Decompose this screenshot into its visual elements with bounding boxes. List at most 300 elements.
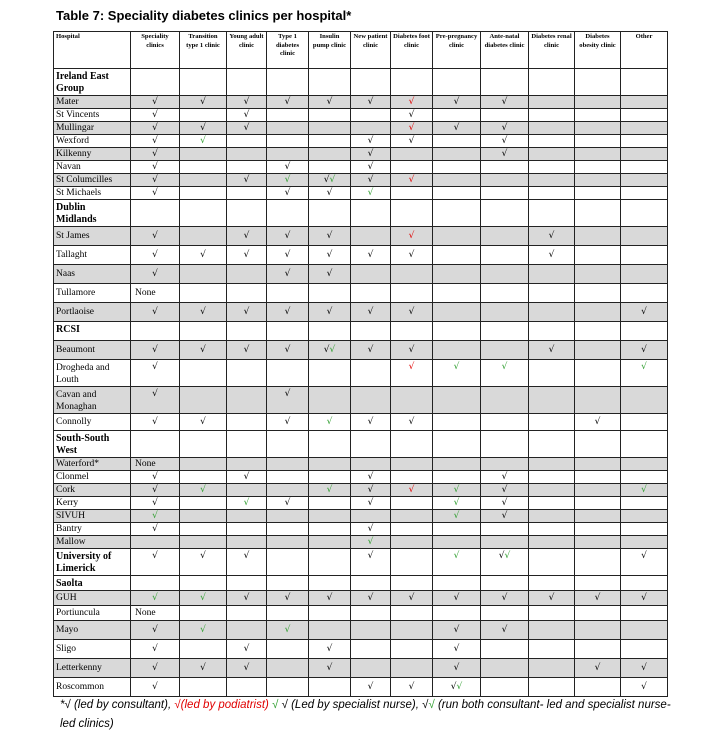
consultant-check-icon: √ — [227, 591, 267, 606]
empty-cell — [180, 69, 227, 96]
nurse-check-icon: √ — [433, 497, 481, 510]
empty-cell — [391, 148, 433, 161]
empty-cell — [481, 659, 529, 678]
consultant-check-icon: √ — [180, 96, 227, 109]
consultant-check-icon: √ — [267, 265, 309, 284]
consultant-check-icon: √ — [351, 161, 391, 174]
empty-cell — [575, 187, 621, 200]
legend-nurse-mark: √ — [272, 699, 279, 711]
hospital-name: Cork — [54, 484, 131, 497]
empty-cell — [227, 187, 267, 200]
table-row — [54, 621, 668, 640]
empty-cell — [227, 576, 267, 591]
column-header: Diabetes obesity clinic — [575, 32, 621, 69]
consultant-check-icon: √ — [351, 414, 391, 431]
hospital-name: Drogheda and Louth — [54, 360, 131, 387]
empty-cell — [529, 484, 575, 497]
empty-cell — [621, 431, 668, 458]
empty-cell — [621, 458, 668, 471]
table-row — [54, 659, 668, 678]
table-row — [54, 109, 668, 122]
empty-cell — [180, 360, 227, 387]
consultant-check-icon: √ — [267, 387, 309, 414]
consultant-check-icon: √ — [267, 246, 309, 265]
empty-cell — [180, 606, 227, 621]
consultant-check-icon: √ — [267, 591, 309, 606]
empty-cell — [267, 322, 309, 341]
consultant-check-icon: √ — [481, 497, 529, 510]
empty-cell — [309, 122, 351, 135]
empty-cell — [227, 536, 267, 549]
consultant-check-icon: √ — [180, 303, 227, 322]
podiatrist-check-icon: √ — [391, 227, 433, 246]
both-check-icon — [309, 341, 351, 360]
empty-cell — [575, 549, 621, 576]
empty-cell — [621, 148, 668, 161]
group-row — [54, 549, 668, 576]
empty-cell — [575, 246, 621, 265]
empty-cell — [267, 69, 309, 96]
hospital-name: SIVUH — [54, 510, 131, 523]
consultant-check-icon: √ — [309, 246, 351, 265]
consultant-check-icon: √ — [131, 96, 180, 109]
consultant-check-icon: √ — [267, 414, 309, 431]
empty-cell — [309, 200, 351, 227]
empty-cell — [529, 458, 575, 471]
table-row — [54, 360, 668, 387]
empty-cell — [391, 387, 433, 414]
table-row — [54, 458, 668, 471]
nurse-check-icon: √ — [309, 484, 351, 497]
table-row — [54, 122, 668, 135]
hospital-name: St Michaels — [54, 187, 131, 200]
column-header: Other — [621, 32, 668, 69]
consultant-check-icon: √ — [575, 591, 621, 606]
nurse-check-icon: √ — [267, 174, 309, 187]
hospital-name: St James — [54, 227, 131, 246]
empty-cell — [575, 341, 621, 360]
empty-cell — [433, 341, 481, 360]
empty-cell — [529, 161, 575, 174]
empty-cell — [391, 659, 433, 678]
consultant-check-icon: √ — [309, 227, 351, 246]
nurse-check-icon: √ — [329, 345, 336, 355]
empty-cell — [575, 265, 621, 284]
consultant-check-icon: √ — [351, 148, 391, 161]
empty-cell — [351, 322, 391, 341]
empty-cell — [433, 148, 481, 161]
consultant-check-icon: √ — [227, 96, 267, 109]
table-body — [54, 69, 668, 697]
consultant-check-icon: √ — [433, 659, 481, 678]
empty-cell — [481, 322, 529, 341]
empty-cell — [529, 431, 575, 458]
hospital-name: Tallaght — [54, 246, 131, 265]
consultant-check-icon: √ — [131, 148, 180, 161]
empty-cell — [131, 69, 180, 96]
empty-cell — [575, 174, 621, 187]
empty-cell — [621, 640, 668, 659]
nurse-check-icon: √ — [433, 510, 481, 523]
empty-cell — [433, 387, 481, 414]
empty-cell — [180, 161, 227, 174]
empty-cell — [575, 360, 621, 387]
consultant-check-icon: √ — [180, 549, 227, 576]
empty-cell — [267, 576, 309, 591]
group-name: South-South West — [54, 431, 131, 458]
empty-cell — [391, 471, 433, 484]
hospital-name: Wexford — [54, 135, 131, 148]
hospital-name: Mater — [54, 96, 131, 109]
empty-cell — [481, 187, 529, 200]
empty-cell — [180, 576, 227, 591]
empty-cell — [481, 678, 529, 697]
empty-cell — [351, 659, 391, 678]
empty-cell — [391, 69, 433, 96]
empty-cell — [227, 621, 267, 640]
empty-cell — [351, 621, 391, 640]
column-header: Young adult clinic — [227, 32, 267, 69]
clinics-table — [53, 31, 668, 697]
empty-cell — [433, 536, 481, 549]
empty-cell — [575, 227, 621, 246]
consultant-check-icon: √ — [323, 345, 330, 355]
consultant-check-icon: √ — [131, 484, 180, 497]
empty-cell — [391, 284, 433, 303]
table-row — [54, 246, 668, 265]
table-row — [54, 678, 668, 697]
consultant-check-icon: √ — [227, 549, 267, 576]
consultant-check-icon: √ — [227, 303, 267, 322]
hospital-name: Beaumont — [54, 341, 131, 360]
empty-cell — [267, 458, 309, 471]
empty-cell — [481, 576, 529, 591]
empty-cell — [481, 341, 529, 360]
podiatrist-check-icon: √ — [391, 360, 433, 387]
empty-cell — [180, 109, 227, 122]
empty-cell — [227, 360, 267, 387]
empty-cell — [575, 576, 621, 591]
empty-cell — [227, 484, 267, 497]
consultant-check-icon: √ — [351, 549, 391, 576]
nurse-check-icon: √ — [504, 551, 511, 561]
empty-cell — [575, 621, 621, 640]
consultant-check-icon: √ — [391, 303, 433, 322]
empty-cell — [227, 322, 267, 341]
consultant-check-icon: √ — [391, 109, 433, 122]
empty-cell — [529, 265, 575, 284]
empty-cell — [391, 200, 433, 227]
consultant-check-icon: √ — [309, 659, 351, 678]
empty-cell — [180, 174, 227, 187]
empty-cell — [433, 69, 481, 96]
consultant-check-icon: √ — [481, 148, 529, 161]
consultant-check-icon: √ — [391, 591, 433, 606]
empty-cell — [267, 109, 309, 122]
empty-cell — [309, 109, 351, 122]
consultant-check-icon: √ — [481, 96, 529, 109]
empty-cell — [529, 122, 575, 135]
empty-cell — [309, 431, 351, 458]
empty-cell — [433, 322, 481, 341]
consultant-check-icon: √ — [267, 187, 309, 200]
table-row — [54, 265, 668, 284]
empty-cell — [575, 109, 621, 122]
table-row — [54, 640, 668, 659]
empty-cell — [391, 576, 433, 591]
empty-cell — [227, 458, 267, 471]
hospital-name: St Columcilles — [54, 174, 131, 187]
empty-cell — [309, 387, 351, 414]
consultant-check-icon: √ — [481, 621, 529, 640]
empty-cell — [529, 678, 575, 697]
hospital-name: Kilkenny — [54, 148, 131, 161]
table-row — [54, 606, 668, 621]
empty-cell — [575, 135, 621, 148]
empty-cell — [180, 523, 227, 536]
consultant-check-icon: √ — [621, 341, 668, 360]
empty-cell — [227, 523, 267, 536]
empty-cell — [131, 200, 180, 227]
legend-both-mark-cons: √ — [422, 699, 429, 711]
consultant-check-icon: √ — [180, 414, 227, 431]
group-row — [54, 200, 668, 227]
table-row — [54, 523, 668, 536]
podiatrist-check-icon: √ — [391, 96, 433, 109]
empty-cell — [227, 387, 267, 414]
table-row — [54, 284, 668, 303]
empty-cell — [529, 148, 575, 161]
consultant-check-icon: √ — [309, 591, 351, 606]
hospital-name: Waterford* — [54, 458, 131, 471]
none-cell: None — [131, 458, 180, 471]
empty-cell — [227, 200, 267, 227]
empty-cell — [621, 227, 668, 246]
consultant-check-icon: √ — [131, 549, 180, 576]
empty-cell — [529, 621, 575, 640]
nurse-check-icon: √ — [621, 484, 668, 497]
empty-cell — [309, 523, 351, 536]
nurse-check-icon: √ — [481, 360, 529, 387]
none-cell: None — [131, 284, 180, 303]
consultant-check-icon: √ — [351, 484, 391, 497]
empty-cell — [391, 606, 433, 621]
hospital-name: Mayo — [54, 621, 131, 640]
empty-cell — [391, 265, 433, 284]
consultant-check-icon: √ — [351, 471, 391, 484]
empty-cell — [621, 135, 668, 148]
nurse-check-icon: √ — [267, 621, 309, 640]
hospital-name: Bantry — [54, 523, 131, 536]
nurse-check-icon: √ — [456, 682, 463, 692]
consultant-check-icon: √ — [131, 659, 180, 678]
table-row — [54, 387, 668, 414]
empty-cell — [529, 187, 575, 200]
empty-cell — [180, 322, 227, 341]
empty-cell — [621, 284, 668, 303]
empty-cell — [575, 640, 621, 659]
empty-cell — [529, 606, 575, 621]
hospital-name: Mullingar — [54, 122, 131, 135]
hospital-name: Navan — [54, 161, 131, 174]
empty-cell — [267, 471, 309, 484]
consultant-check-icon: √ — [131, 678, 180, 697]
empty-cell — [529, 135, 575, 148]
hospital-name: St Vincents — [54, 109, 131, 122]
empty-cell — [481, 303, 529, 322]
empty-cell — [481, 109, 529, 122]
nurse-check-icon: √ — [433, 549, 481, 576]
empty-cell — [180, 284, 227, 303]
empty-cell — [529, 69, 575, 96]
empty-cell — [267, 431, 309, 458]
empty-cell — [351, 458, 391, 471]
consultant-check-icon: √ — [433, 591, 481, 606]
consultant-check-icon: √ — [131, 135, 180, 148]
empty-cell — [481, 174, 529, 187]
empty-cell — [227, 510, 267, 523]
consultant-check-icon: √ — [131, 187, 180, 200]
empty-cell — [621, 621, 668, 640]
empty-cell — [621, 536, 668, 549]
empty-cell — [575, 471, 621, 484]
consultant-check-icon: √ — [267, 227, 309, 246]
empty-cell — [267, 640, 309, 659]
empty-cell — [309, 471, 351, 484]
consultant-check-icon: √ — [131, 414, 180, 431]
hospital-name: Sligo — [54, 640, 131, 659]
nurse-check-icon: √ — [131, 510, 180, 523]
column-header: Diabetes foot clinic — [391, 32, 433, 69]
empty-cell — [529, 659, 575, 678]
empty-cell — [481, 265, 529, 284]
empty-cell — [433, 265, 481, 284]
consultant-check-icon: √ — [391, 414, 433, 431]
consultant-check-icon: √ — [131, 109, 180, 122]
empty-cell — [391, 549, 433, 576]
consultant-check-icon: √ — [498, 551, 505, 561]
podiatrist-check-icon: √ — [391, 174, 433, 187]
empty-cell — [575, 96, 621, 109]
empty-cell — [351, 640, 391, 659]
column-header: Speciality clinics — [131, 32, 180, 69]
empty-cell — [529, 471, 575, 484]
consultant-check-icon: √ — [621, 303, 668, 322]
empty-cell — [131, 431, 180, 458]
empty-cell — [575, 484, 621, 497]
empty-cell — [309, 621, 351, 640]
consultant-check-icon: √ — [131, 360, 180, 387]
consultant-check-icon: √ — [267, 497, 309, 510]
empty-cell — [267, 523, 309, 536]
consultant-check-icon: √ — [227, 109, 267, 122]
table-row — [54, 161, 668, 174]
nurse-check-icon: √ — [329, 175, 336, 185]
group-name: Dublin Midlands — [54, 200, 131, 227]
empty-cell — [529, 284, 575, 303]
empty-cell — [180, 640, 227, 659]
empty-cell — [433, 303, 481, 322]
empty-cell — [180, 187, 227, 200]
empty-cell — [351, 360, 391, 387]
empty-cell — [481, 640, 529, 659]
group-row — [54, 576, 668, 591]
empty-cell — [433, 431, 481, 458]
nurse-check-icon: √ — [433, 484, 481, 497]
empty-cell — [309, 322, 351, 341]
empty-cell — [351, 576, 391, 591]
hospital-name: Clonmel — [54, 471, 131, 484]
empty-cell — [227, 161, 267, 174]
empty-cell — [621, 322, 668, 341]
empty-cell — [309, 148, 351, 161]
empty-cell — [351, 431, 391, 458]
empty-cell — [529, 414, 575, 431]
empty-cell — [267, 510, 309, 523]
table-title: Table 7: Speciality diabetes clinics per hospital* — [56, 8, 352, 23]
empty-cell — [575, 303, 621, 322]
empty-cell — [433, 135, 481, 148]
empty-cell — [391, 640, 433, 659]
empty-cell — [575, 322, 621, 341]
empty-cell — [575, 536, 621, 549]
group-name: Saolta — [54, 576, 131, 591]
empty-cell — [529, 200, 575, 227]
empty-cell — [481, 431, 529, 458]
consultant-check-icon: √ — [391, 678, 433, 697]
consultant-check-icon: √ — [267, 303, 309, 322]
consultant-check-icon: √ — [227, 246, 267, 265]
nurse-check-icon: √ — [180, 484, 227, 497]
hospital-name: Connolly — [54, 414, 131, 431]
group-name: Ireland East Group — [54, 69, 131, 96]
empty-cell — [267, 200, 309, 227]
hospital-name: Portlaoise — [54, 303, 131, 322]
consultant-check-icon: √ — [481, 135, 529, 148]
empty-cell — [529, 174, 575, 187]
empty-cell — [575, 387, 621, 414]
empty-cell — [621, 96, 668, 109]
table-row — [54, 471, 668, 484]
empty-cell — [621, 510, 668, 523]
consultant-check-icon: √ — [351, 135, 391, 148]
hospital-name: GUH — [54, 591, 131, 606]
table-row — [54, 148, 668, 161]
consultant-check-icon: √ — [621, 678, 668, 697]
table-row — [54, 227, 668, 246]
group-name: University of Limerick — [54, 549, 131, 576]
consultant-check-icon: √ — [131, 303, 180, 322]
consultant-check-icon: √ — [481, 484, 529, 497]
empty-cell — [433, 227, 481, 246]
podiatrist-check-icon: √ — [391, 122, 433, 135]
empty-cell — [433, 606, 481, 621]
empty-cell — [529, 322, 575, 341]
empty-cell — [267, 360, 309, 387]
consultant-check-icon: √ — [180, 122, 227, 135]
consultant-check-icon: √ — [227, 471, 267, 484]
empty-cell — [180, 265, 227, 284]
empty-cell — [481, 387, 529, 414]
hospital-name: Cavan and Monaghan — [54, 387, 131, 414]
empty-cell — [309, 678, 351, 697]
empty-cell — [131, 536, 180, 549]
empty-cell — [433, 246, 481, 265]
table-row — [54, 96, 668, 109]
consultant-check-icon: √ — [267, 161, 309, 174]
empty-cell — [267, 122, 309, 135]
empty-cell — [575, 497, 621, 510]
